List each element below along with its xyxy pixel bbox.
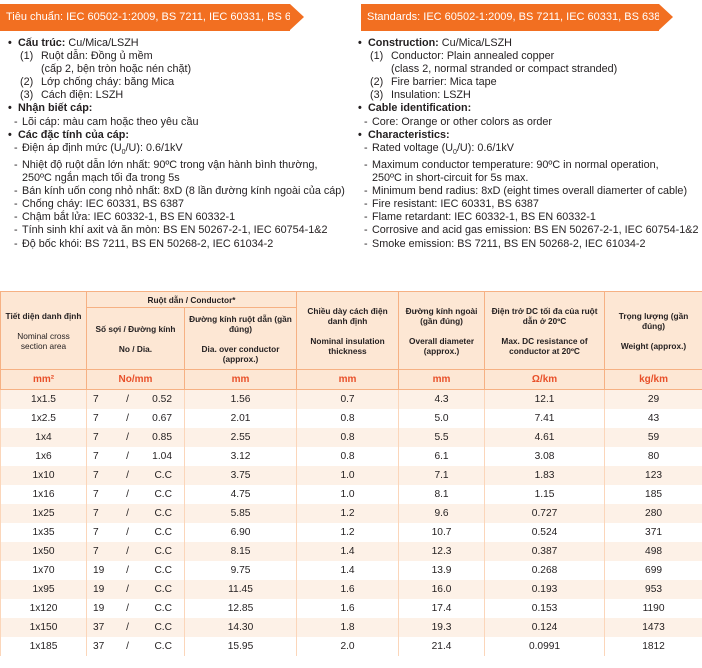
unit-insulation: mm	[297, 370, 399, 390]
cell-insulation: 1.0	[297, 485, 399, 504]
cell-separator: /	[117, 485, 139, 504]
cell-overall-diameter: 12.3	[399, 542, 485, 561]
table-row	[1, 618, 702, 637]
cell-weight: 371	[605, 523, 702, 542]
table-row	[1, 542, 702, 561]
cell-size: 1x16	[1, 485, 87, 504]
characteristic-item: - Maximum conductor temperature: 90ºC in normal operation,	[357, 159, 702, 172]
cell-strands: 7	[87, 523, 117, 542]
table-row	[1, 523, 702, 542]
cell-wire-dia: C.C	[139, 504, 185, 523]
cell-insulation: 1.2	[297, 504, 399, 523]
header-no-dia: Số sợi / Đường kính No / Dia.	[87, 308, 185, 370]
characteristic-item: - Smoke emission: BS 7211, BS EN 50268-2, IEC 61034-2	[357, 238, 702, 251]
cell-dia-conductor: 11.45	[185, 580, 297, 599]
cell-overall-diameter: 6.1	[399, 447, 485, 466]
identification-heading: • Cable identification:	[357, 102, 702, 115]
characteristic-item: - Chống cháy: IEC 60331, BS 6387	[7, 198, 347, 211]
cell-weight: 1190	[605, 599, 702, 618]
cell-resistance: 0.268	[485, 561, 605, 580]
unit-dia-conductor: mm	[185, 370, 297, 390]
cell-insulation: 1.4	[297, 561, 399, 580]
characteristic-item: - Minimum bend radius: 8xD (eight times overall diamerter of cable)	[357, 185, 702, 198]
cell-wire-dia: C.C	[139, 561, 185, 580]
cell-overall-diameter: 5.0	[399, 409, 485, 428]
cell-separator: /	[117, 580, 139, 599]
cell-size: 1x35	[1, 523, 87, 542]
construction-item: (1) Conductor: Plain annealed copper	[370, 50, 555, 63]
cell-weight: 498	[605, 542, 702, 561]
table-row	[1, 504, 702, 523]
cell-resistance: 0.387	[485, 542, 605, 561]
construction-item: (1) Ruột dẫn: Đồng ủ mềm	[20, 50, 153, 63]
cell-strands: 7	[87, 390, 117, 409]
cell-dia-conductor: 15.95	[185, 637, 297, 656]
cell-resistance: 1.83	[485, 466, 605, 485]
table-row	[1, 409, 702, 428]
table-row	[1, 637, 702, 656]
table-row	[1, 599, 702, 618]
characteristic-item: - Điện áp định mức $(U_0/U)$: 0.6/1kV	[7, 142, 347, 159]
cell-strands: 19	[87, 561, 117, 580]
characteristic-item: - Tính sinh khí axit và ăn mòn: BS EN 50267-2-1, IEC 60754-1&2	[7, 224, 347, 237]
identification-heading: • Nhận biết cáp:	[7, 102, 347, 115]
cell-weight: 1812	[605, 637, 702, 656]
cell-wire-dia: 0.67	[139, 409, 185, 428]
cell-overall-diameter: 8.1	[399, 485, 485, 504]
cell-size: 1x1.5	[1, 390, 87, 409]
cell-size: 1x50	[1, 542, 87, 561]
table-row	[1, 580, 702, 599]
cell-wire-dia: C.C	[139, 599, 185, 618]
header-insulation: Chiều dày cách điện danh định Nominal insulation thickness	[297, 292, 399, 370]
cell-wire-dia: C.C	[139, 580, 185, 599]
cell-overall-diameter: 13.9	[399, 561, 485, 580]
cell-separator: /	[117, 409, 139, 428]
cell-strands: 7	[87, 542, 117, 561]
cell-separator: /	[117, 618, 139, 637]
cell-dia-conductor: 6.90	[185, 523, 297, 542]
construction-item: (2) Lớp chống cháy: băng Mica	[20, 76, 175, 89]
cell-wire-dia: 0.85	[139, 428, 185, 447]
cell-size: 1x70	[1, 561, 87, 580]
cell-weight: 59	[605, 428, 702, 447]
cell-size: 1x25	[1, 504, 87, 523]
cable-spec-table	[0, 291, 702, 656]
cell-separator: /	[117, 523, 139, 542]
cell-resistance: 0.0991	[485, 637, 605, 656]
cell-size: 1x120	[1, 599, 87, 618]
specs-vi	[7, 37, 347, 251]
characteristic-item: - Fire resistant: IEC 60331, BS 6387	[357, 198, 702, 211]
characteristics-heading: • Characteristics:	[357, 129, 702, 142]
cell-insulation: 1.2	[297, 523, 399, 542]
characteristic-item: - Flame retardant: IEC 60332-1, BS EN 60332-1	[357, 211, 702, 224]
cell-dia-conductor: 2.01	[185, 409, 297, 428]
cell-weight: 185	[605, 485, 702, 504]
cell-strands: 19	[87, 599, 117, 618]
cell-overall-diameter: 19.3	[399, 618, 485, 637]
cell-wire-dia: C.C	[139, 637, 185, 656]
unit-no-dia: No/mm	[87, 370, 185, 390]
cell-insulation: 1.8	[297, 618, 399, 637]
cell-insulation: 0.7	[297, 390, 399, 409]
identification-item: - Core: Orange or other colors as order	[357, 116, 702, 129]
characteristic-item: - Rated voltage $(U_0/U)$: 0.6/1kV	[357, 142, 702, 159]
cell-strands: 7	[87, 428, 117, 447]
characteristic-item: - Chậm bắt lửa: IEC 60332-1, BS EN 60332-1	[7, 211, 347, 224]
cell-resistance: 0.727	[485, 504, 605, 523]
cell-overall-diameter: 16.0	[399, 580, 485, 599]
cell-overall-diameter: 17.4	[399, 599, 485, 618]
table-row	[1, 447, 702, 466]
units-row	[1, 370, 702, 390]
cell-overall-diameter: 7.1	[399, 466, 485, 485]
cell-weight: 80	[605, 447, 702, 466]
cell-insulation: 0.8	[297, 409, 399, 428]
cell-resistance: 3.08	[485, 447, 605, 466]
cell-wire-dia: C.C	[139, 485, 185, 504]
cell-separator: /	[117, 390, 139, 409]
specs-en	[357, 37, 702, 251]
header-section: Tiết diện danh định Nominal cross section area	[1, 292, 87, 370]
construction-item: (class 2, normal stranded or compact stranded)	[391, 63, 618, 76]
table-row	[1, 485, 702, 504]
cell-dia-conductor: 12.85	[185, 599, 297, 618]
characteristic-item: - Corrosive and acid gas emission: BS EN 50267-2-1, IEC 60754-1&2	[357, 224, 702, 237]
cell-dia-conductor: 2.55	[185, 428, 297, 447]
cell-insulation: 2.0	[297, 637, 399, 656]
cell-insulation: 0.8	[297, 447, 399, 466]
cell-dia-conductor: 14.30	[185, 618, 297, 637]
unit-overall-diameter: mm	[399, 370, 485, 390]
header-weight: Trọng lượng (gần đúng) Weight (approx.)	[605, 292, 702, 370]
cell-resistance: 4.61	[485, 428, 605, 447]
cell-resistance: 0.193	[485, 580, 605, 599]
standards-text-en: Standards: IEC 60502-1:2009, BS 7211, IEC 60331, BS 6387	[367, 11, 667, 23]
cell-strands: 7	[87, 466, 117, 485]
cell-overall-diameter: 9.6	[399, 504, 485, 523]
characteristic-item: - Độ bốc khói: BS 7211, BS EN 50268-2, IEC 61034-2	[7, 238, 347, 251]
cell-strands: 37	[87, 637, 117, 656]
header-dia-conductor: Đường kính ruột dẫn (gần đúng) Dia. over conductor (approx.)	[185, 308, 297, 370]
cell-resistance: 0.524	[485, 523, 605, 542]
cell-separator: /	[117, 466, 139, 485]
construction-heading: • Cấu trúc: Cu/Mica/LSZH	[7, 37, 347, 50]
table-row	[1, 428, 702, 447]
cell-weight: 280	[605, 504, 702, 523]
cell-dia-conductor: 5.85	[185, 504, 297, 523]
characteristic-item: 250ºC ngắn mạch tối đa trong 5s	[22, 172, 180, 185]
cell-size: 1x4	[1, 428, 87, 447]
cell-insulation: 1.4	[297, 542, 399, 561]
cell-resistance: 0.153	[485, 599, 605, 618]
cell-wire-dia: C.C	[139, 523, 185, 542]
cell-weight: 699	[605, 561, 702, 580]
cell-wire-dia: 1.04	[139, 447, 185, 466]
header-conductor: Ruột dẫn / Conductor*	[87, 292, 297, 308]
cell-wire-dia: C.C	[139, 618, 185, 637]
cell-separator: /	[117, 504, 139, 523]
cell-weight: 123	[605, 466, 702, 485]
unit-section: mm²	[1, 370, 87, 390]
cell-resistance: 1.15	[485, 485, 605, 504]
construction-heading: • Construction: Cu/Mica/LSZH	[357, 37, 702, 50]
unit-resistance: Ω/km	[485, 370, 605, 390]
cell-resistance: 12.1	[485, 390, 605, 409]
construction-item: (3) Insulation: LSZH	[370, 89, 471, 102]
cell-strands: 7	[87, 485, 117, 504]
standards-banner-vi	[0, 4, 310, 31]
cell-size: 1x10	[1, 466, 87, 485]
unit-weight: kg/km	[605, 370, 702, 390]
cell-size: 1x185	[1, 637, 87, 656]
cell-dia-conductor: 4.75	[185, 485, 297, 504]
cell-strands: 37	[87, 618, 117, 637]
cell-strands: 7	[87, 447, 117, 466]
cell-dia-conductor: 8.15	[185, 542, 297, 561]
characteristics-heading: • Các đặc tính của cáp:	[7, 129, 347, 142]
cell-separator: /	[117, 428, 139, 447]
cell-size: 1x6	[1, 447, 87, 466]
construction-item: (cấp 2, bện tròn hoặc nén chặt)	[41, 63, 192, 76]
standards-banner-en	[361, 4, 667, 31]
cell-overall-diameter: 4.3	[399, 390, 485, 409]
cell-overall-diameter: 10.7	[399, 523, 485, 542]
cell-size: 1x2.5	[1, 409, 87, 428]
cell-dia-conductor: 3.12	[185, 447, 297, 466]
construction-item: (3) Cách điện: LSZH	[20, 89, 124, 102]
characteristic-item: - Nhiệt độ ruột dẫn lớn nhất: 90ºC trong vận hành bình thường,	[7, 159, 347, 172]
cell-weight: 1473	[605, 618, 702, 637]
cell-wire-dia: C.C	[139, 466, 185, 485]
cell-resistance: 0.124	[485, 618, 605, 637]
cell-resistance: 7.41	[485, 409, 605, 428]
cell-separator: /	[117, 447, 139, 466]
cell-strands: 7	[87, 409, 117, 428]
header-dc-resistance: Điện trở DC tối đa của ruột dẫn ở 20ºC Max. DC resistance of conductor at 20ºC	[485, 292, 605, 370]
cell-strands: 19	[87, 580, 117, 599]
cell-dia-conductor: 9.75	[185, 561, 297, 580]
identification-item: - Lõi cáp: màu cam hoặc theo yêu cầu	[7, 116, 347, 129]
characteristic-item: - Bán kính uốn cong nhỏ nhất: 8xD (8 lần đường kính ngoài của cáp)	[7, 185, 347, 198]
table-row	[1, 561, 702, 580]
cell-weight: 953	[605, 580, 702, 599]
characteristic-item: 250ºC in short-circuit for 5s max.	[372, 172, 529, 185]
cell-insulation: 0.8	[297, 428, 399, 447]
standards-text-vi: Tiêu chuẩn: IEC 60502-1:2009, BS 7211, IEC 60331, BS 6387	[6, 11, 310, 23]
cell-weight: 43	[605, 409, 702, 428]
cell-separator: /	[117, 561, 139, 580]
cell-dia-conductor: 3.75	[185, 466, 297, 485]
header-overall-diameter: Đường kính ngoài (gần đúng) Overall diameter (approx.)	[399, 292, 485, 370]
cell-size: 1x150	[1, 618, 87, 637]
cell-separator: /	[117, 599, 139, 618]
cell-wire-dia: C.C	[139, 542, 185, 561]
cell-size: 1x95	[1, 580, 87, 599]
cell-overall-diameter: 21.4	[399, 637, 485, 656]
cell-insulation: 1.0	[297, 466, 399, 485]
cell-separator: /	[117, 542, 139, 561]
cell-weight: 29	[605, 390, 702, 409]
cell-separator: /	[117, 637, 139, 656]
table-row	[1, 390, 702, 409]
cell-dia-conductor: 1.56	[185, 390, 297, 409]
cell-insulation: 1.6	[297, 580, 399, 599]
cell-wire-dia: 0.52	[139, 390, 185, 409]
construction-item: (2) Fire barrier: Mica tape	[370, 76, 497, 89]
cell-insulation: 1.6	[297, 599, 399, 618]
cell-overall-diameter: 5.5	[399, 428, 485, 447]
table-row	[1, 466, 702, 485]
cell-strands: 7	[87, 504, 117, 523]
